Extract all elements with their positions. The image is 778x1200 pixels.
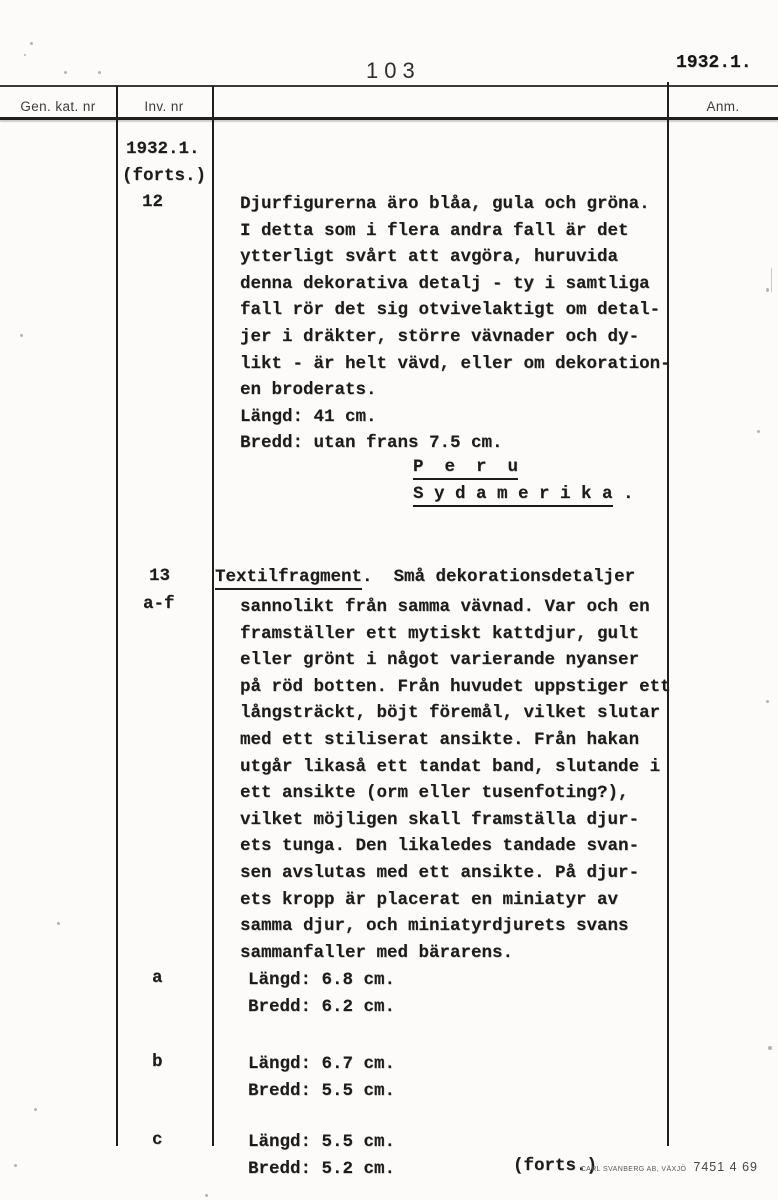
- scan-speck: [768, 1046, 772, 1050]
- inv-nr-13: 13: [149, 566, 171, 586]
- inv-nr-sub-b: b: [152, 1052, 163, 1072]
- text-line: Längd: 6.7 cm.: [248, 1054, 396, 1074]
- text-line: Längd: 41 cm.: [240, 406, 377, 427]
- origin-peru-label: P e r u: [413, 457, 518, 480]
- text-line: Bredd: utan frans 7.5 cm.: [240, 433, 503, 454]
- printer-imprint: [581, 1160, 758, 1174]
- text-line: Bredd: 5.2 cm.: [248, 1159, 396, 1180]
- text-line: Längd: 5.5 cm.: [248, 1132, 396, 1152]
- scan-speck: [64, 71, 67, 74]
- inv-nr-13-subrange: a-f: [143, 594, 175, 614]
- text-line: Bredd: 6.2 cm.: [248, 997, 396, 1018]
- scan-speck: [34, 1108, 37, 1111]
- inv-nr-year: 1932.1.: [126, 139, 200, 159]
- text-line: sen avslutas med ett ansikte. På djur-: [240, 862, 640, 883]
- scan-speck: [757, 430, 760, 433]
- text-line: sannolikt från samma vävnad. Var och en: [240, 597, 650, 617]
- printer-name: CARL SVANBERG AB, VÄXJÖ: [580, 1166, 687, 1173]
- inventory-year-reference: 1932.1.: [676, 53, 752, 73]
- printer-code: 7451 4 69: [693, 1160, 758, 1174]
- origin-sydamerika-label: S y d a m e r i k a: [413, 484, 613, 507]
- scan-speck: [57, 922, 60, 925]
- scan-speck: [766, 288, 769, 292]
- text-line: Djurfigurerna äro blåa, gula och gröna.: [240, 194, 650, 214]
- entry-12-origin-country: [413, 457, 518, 477]
- text-line: en broderats.: [240, 380, 377, 401]
- inv-nr-forts: (forts.): [122, 166, 207, 186]
- page-number: 103: [366, 58, 421, 83]
- measurements-sub-a: [248, 967, 395, 1022]
- column-divider-1: [116, 86, 118, 1146]
- entry-13-text: [240, 594, 671, 966]
- entry-12-origin-continent: [413, 484, 634, 504]
- column-header-inv-nr: Inv. nr: [144, 99, 184, 114]
- text-line: Bredd: 5.5 cm.: [248, 1081, 396, 1102]
- column-header-anm: Anm.: [706, 99, 740, 114]
- text-line: samma djur, och miniatyrdjurets svans: [240, 916, 629, 937]
- scan-speck: [766, 700, 769, 703]
- text-line: utgår likaså ett tandat band, slutande i: [240, 756, 661, 777]
- scan-speck: [30, 42, 33, 45]
- column-header-gen-kat-nr: Gen. kat. nr: [20, 99, 96, 114]
- text-line: framställer ett mytiskt kattdjur, gult: [240, 623, 640, 644]
- entry-13-title-line: [215, 567, 635, 587]
- scan-speck: [14, 1164, 17, 1167]
- inv-nr-sub-a: a: [152, 968, 163, 988]
- text-line: Längd: 6.8 cm.: [248, 970, 396, 990]
- text-line: ets kropp är placerat en miniatyr av: [240, 889, 619, 910]
- origin-period: .: [612, 484, 634, 504]
- measurements-sub-b: [248, 1051, 395, 1106]
- inv-nr-sub-c: c: [152, 1130, 163, 1150]
- scan-scratch: [771, 268, 772, 292]
- text-line: denna dekorativa detalj - ty i samtliga: [240, 273, 650, 294]
- text-line: ett ansikte (orm eller tusenfoting?),: [240, 783, 629, 804]
- text-line: långsträckt, böjt föremål, vilket slutar: [240, 703, 661, 724]
- scan-speck: [205, 1194, 208, 1197]
- measurements-sub-c: [248, 1129, 395, 1184]
- text-line: jer i dräkter, större vävnader och dy-: [240, 326, 640, 347]
- text-line: likt - är helt vävd, eller om dekoration-: [240, 353, 671, 374]
- text-line: vilket möjligen skall framställa djur-: [240, 809, 640, 830]
- entry-13-title-rest: Små dekorationsdetaljer: [372, 567, 636, 587]
- text-line: fall rör det sig otvivelaktigt om detal-: [240, 300, 661, 321]
- scan-speck: [98, 71, 101, 74]
- text-line: ets tunga. Den likaledes tandade svan-: [240, 836, 640, 857]
- text-line: på röd botten. Från huvudet uppstiger ett: [240, 676, 671, 697]
- inv-nr-12: 12: [142, 192, 164, 212]
- text-line: sammanfaller med bärarens.: [240, 942, 514, 963]
- text-line: med ett stiliserat ansikte. Från hakan: [240, 729, 640, 750]
- entry-13-title-period: .: [362, 567, 373, 587]
- entry-12-text: [240, 191, 671, 457]
- continuation-note: (forts.): [513, 1156, 598, 1176]
- column-divider-2: [212, 86, 214, 1146]
- text-line: ytterligt svårt att avgöra, huruvida: [240, 247, 619, 268]
- entry-13-title: Textilfragment: [215, 567, 362, 590]
- scan-speck: [20, 334, 23, 337]
- scan-speck: [24, 54, 26, 56]
- text-line: I detta som i flera andra fall är det: [240, 220, 629, 241]
- text-line: eller grönt i något varierande nyanser: [240, 650, 640, 671]
